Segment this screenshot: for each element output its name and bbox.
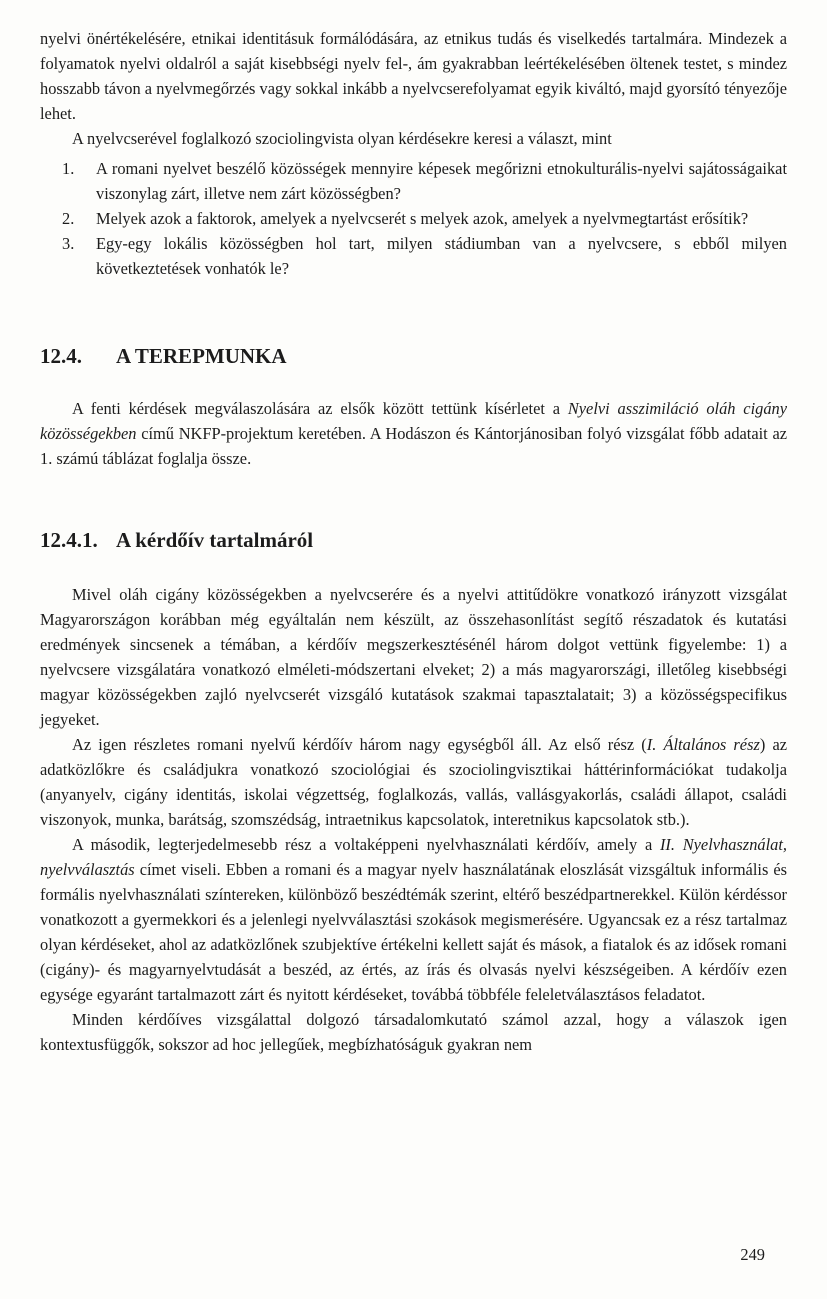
kerdoiv-paragraph-4: Minden kérdőíves vizsgálattal dolgozó társadalomkutató számol azzal, hogy a válaszok igen kontextusfüggők, sokszor ad hoc jellegűek, megbízhatóságuk gyakran nem — [40, 1010, 787, 1054]
text-run: A második, legterjedelmesebb rész a voltaképpeni nyelvhasználati kérdőív, amely a — [72, 835, 660, 854]
intro-paragraph-2: A nyelvcserével foglalkozó szociolingvista olyan kérdésekre keresi a választ, mint — [72, 129, 612, 148]
kerdoiv-paragraph-1: Mivel oláh cigány közösségekben a nyelvcserére és a nyelvi attitűdökre vonatkozó irányzott vizsgálat Magyarországon korábban még egyáltalán nem készült, az összehasonlítást segítő részadatok és kutatási eredmények sincsenek a témában, a kérdőív megszerkesztésénél három dolgot vettünk figyelembe: 1) a nyelvcsere vizsgálatára vonatkozó elméleti-módszertani elveket; 2) a más magyarországi, illetőleg kisebbségi magyar közösségekben zajló nyelvcserét vizsgáló kutatások szakmai tapasztalatait; 3) a közösségspecifikus jegyeket. — [40, 585, 787, 729]
kerdoiv-paragraph-3 — [40, 832, 787, 1007]
question-item — [40, 231, 787, 281]
question-text: Egy-egy lokális közösségben hol tart, milyen stádiumban van a nyelvcsere, s ebből milyen következtetések vonhatók le? — [96, 234, 787, 278]
text-run: ) az adatközlőkre és családjukra vonatkozó szociológiai és szociolingvisztikai háttérinformációkat tudakolja (anyanyelv, cigány identitás, iskolai végzettség, foglalkozás, vallás, vallásgyakorlás, családi állapot, családi viszonyok, munka, barátság, szomszédság, intraetnikus kapcsolatok, interetnikus kapcsolatok stb.). — [40, 735, 787, 829]
question-item — [40, 156, 787, 206]
section-title: A TEREPMUNKA — [116, 344, 287, 368]
terepmunka-paragraph — [40, 396, 787, 471]
intro-paragraph-1: nyelvi önértékelésére, etnikai identitásuk formálódására, az etnikus tudás és viselkedés tartalmára. Mindezek a folyamatok nyelvi oldalról a saját kisebbségi nyelv fel-, ám gyakrabban leértékelésében öltenek testet, s mindez hosszabb távon a nyelvmegőrzés vagy sokkal inkább a nyelvcserefolyamat egyik kiváltó, majd gyorsító tényezője lehet. — [40, 29, 787, 123]
text-run: címet viseli. Ebben a romani és a magyar nyelv használatának eloszlását vizsgáltuk informális és formális nyelvhasználati színtereken, különböző beszédtémák szerint, eltérő beszédpartnerekkel. Külön kérdéssor vonatkozott a gyermekkori és a jelenlegi nyelvválasztási szokások megismerésére. Ugyancsak ez a rész tartalmaz olyan kérdéseket, ahol az adatközlőnek szubjektíve értékelni kellett saját és mások, a fiatalok és az idősek romani (cigány)- és magyarnyelvtudását a beszéd, az értés, az írás és olvasás nyelvi készségeiben. A kérdőív ezen egysége egyaránt tartalmazott zárt és nyitott kérdéseket, továbbá többféle feleletválasztásos feladatot. — [40, 860, 787, 1004]
project-title-italic: Nyelvi asszimiláció oláh cigány közösségekben — [40, 399, 788, 443]
question-number: 3. — [62, 234, 75, 253]
section-heading-kerdoiv — [40, 527, 787, 553]
kerdoiv-paragraph-2 — [40, 732, 787, 832]
question-list — [40, 156, 787, 281]
page-number: 249 — [740, 1245, 765, 1264]
text-run: Az igen részletes romani nyelvű kérdőív három nagy egységből áll. Az első rész ( — [72, 735, 647, 754]
part-title-italic: I. Általános rész — [646, 735, 760, 754]
section-title: A kérdőív tartalmáról — [116, 528, 314, 552]
text-run: A fenti kérdések megválaszolására az elsők között tettünk kísérletet a — [72, 399, 568, 418]
question-text: A romani nyelvet beszélő közösségek mennyire képesek megőrizni etnokulturális-nyelvi sajátosságaikat viszonylag zárt, illetve nem zárt közösségben? — [96, 159, 787, 203]
question-text: Melyek azok a faktorok, amelyek a nyelvcserét s melyek azok, amelyek a nyelvmegtartást erősítik? — [96, 209, 749, 228]
question-number: 2. — [62, 209, 75, 228]
question-item — [40, 206, 787, 231]
text-run: című NKFP-projektum keretében. A Hodászon és Kántorjánosiban folyó vizsgálat főbb adatait az 1. számú táblázat foglalja össze. — [40, 424, 787, 468]
part-title-italic: II. Nyelvhasználat, nyelvválasztás — [40, 835, 787, 879]
section-number: 12.4. — [40, 344, 82, 368]
section-heading-terepmunka — [40, 343, 787, 369]
section-number: 12.4.1. — [40, 528, 98, 552]
question-number: 1. — [62, 159, 75, 178]
